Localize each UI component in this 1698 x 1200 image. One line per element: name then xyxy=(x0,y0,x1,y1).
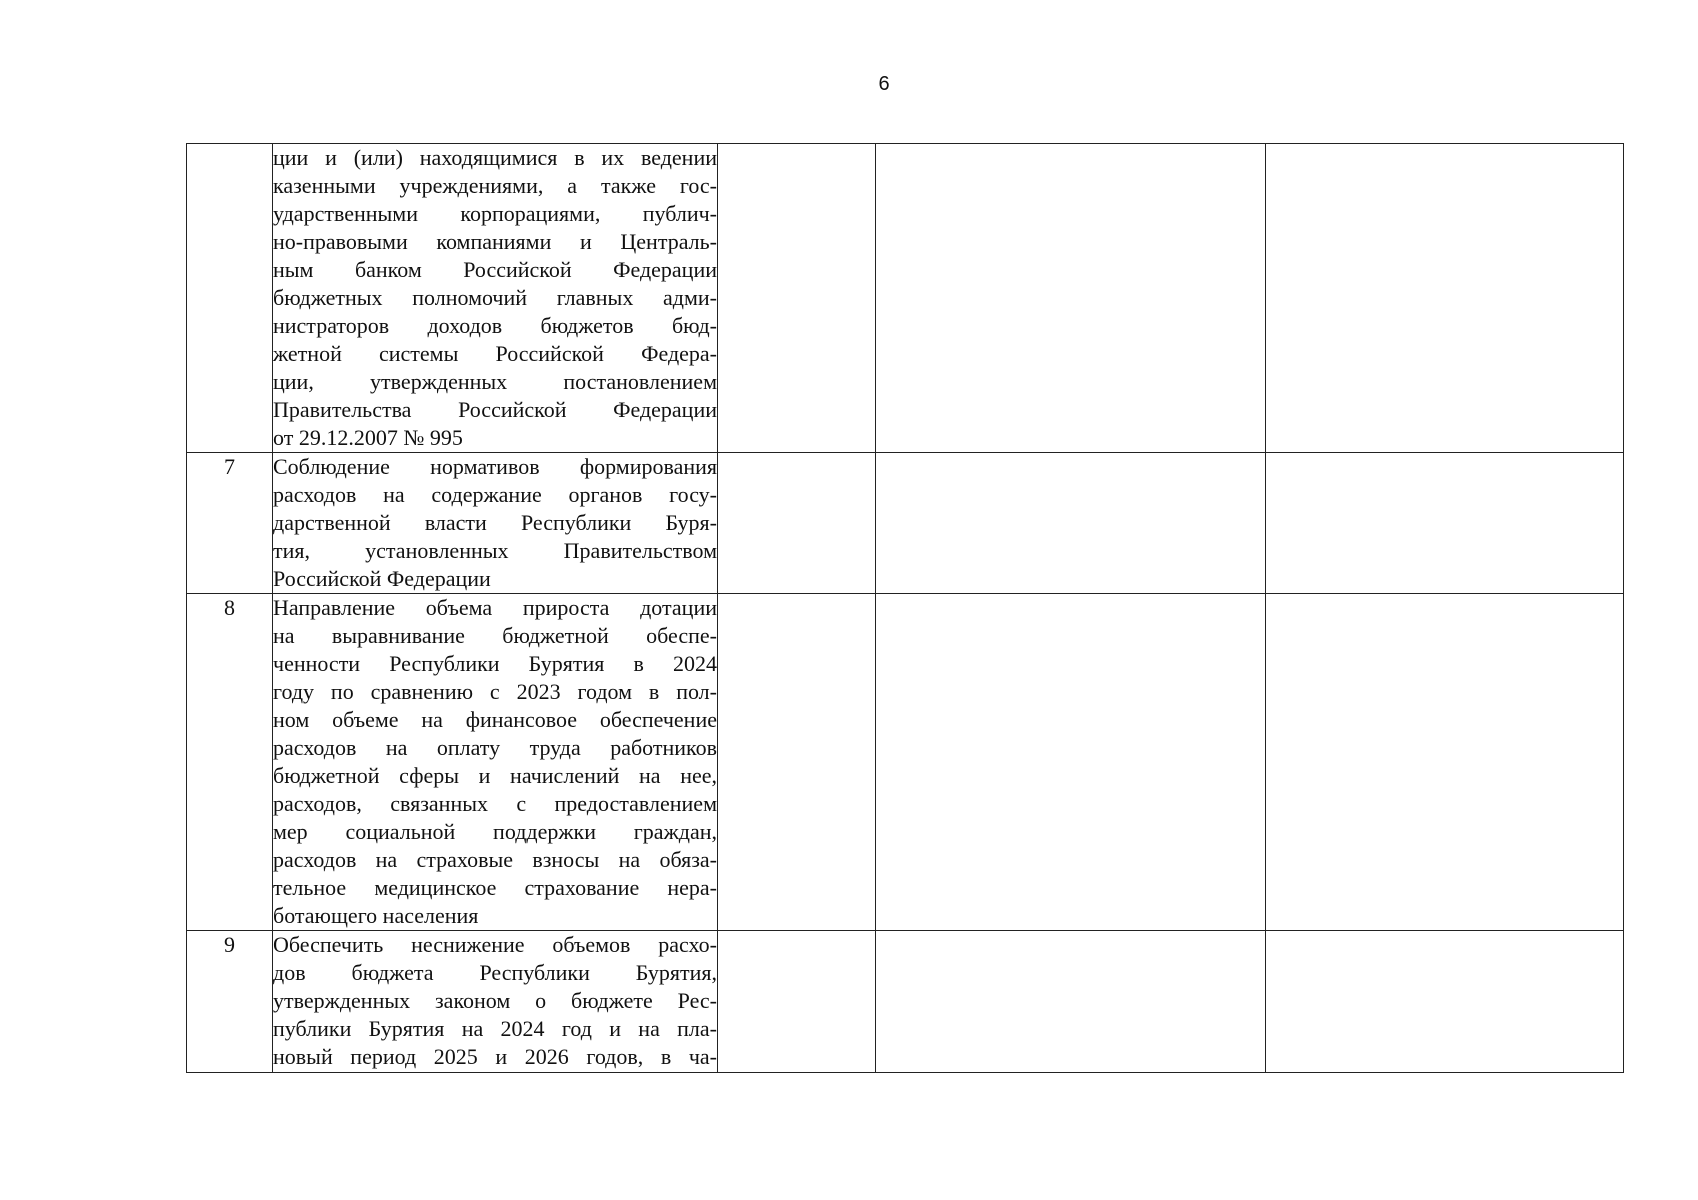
text-line: от 29.12.2007 № 995 xyxy=(273,425,463,450)
text-line: расходов, связанных с предоставлением xyxy=(273,791,717,816)
text-line: расходов на содержание органов госу- xyxy=(273,482,717,507)
table-row xyxy=(187,144,1624,453)
text-line: тия, установленных Правительством xyxy=(273,538,717,563)
text-line: мер социальной поддержки граждан, xyxy=(273,819,717,844)
row-number-cell: 7 xyxy=(187,453,273,594)
text-line: Соблюдение нормативов формирования xyxy=(273,454,717,479)
text-line: но-правовыми компаниями и Централь- xyxy=(273,229,717,254)
empty-cell-c xyxy=(1266,453,1624,594)
row-text-cell xyxy=(273,594,718,931)
text-line: нистраторов доходов бюджетов бюд- xyxy=(273,313,717,338)
text-line: ции и (или) находящимися в их ведении xyxy=(273,145,717,170)
empty-cell-c xyxy=(1266,594,1624,931)
table-row xyxy=(187,594,1624,931)
row-text-cell xyxy=(273,144,718,453)
text-line: утвержденных законом о бюджете Рес- xyxy=(273,988,717,1013)
text-line: ботающего населения xyxy=(273,903,479,928)
text-line: ции, утвержденных постановлением xyxy=(273,369,717,394)
text-line: жетной системы Российской Федера- xyxy=(273,341,717,366)
text-line: расходов на страховые взносы на обяза- xyxy=(273,847,717,872)
row-number-cell xyxy=(187,144,273,453)
document-table xyxy=(186,143,1624,1073)
row-number-cell: 8 xyxy=(187,594,273,931)
table-row xyxy=(187,931,1624,1073)
text-line: бюджетной сферы и начислений на нее, xyxy=(273,763,717,788)
text-line: бюджетных полномочий главных адми- xyxy=(273,285,717,310)
empty-cell-a xyxy=(718,594,876,931)
text-line: Обеспечить неснижение объемов расхо- xyxy=(273,932,717,957)
empty-cell-a xyxy=(718,453,876,594)
text-line: ном объеме на финансовое обеспечение xyxy=(273,707,717,732)
text-line: Российской Федерации xyxy=(273,566,491,591)
text-line: Направление объема прироста дотации xyxy=(273,595,717,620)
page-number: 6 xyxy=(878,73,890,95)
text-line: публики Бурятия на 2024 год и на пла- xyxy=(273,1016,717,1041)
empty-cell-b xyxy=(876,931,1266,1073)
empty-cell-c xyxy=(1266,144,1624,453)
text-line: на выравнивание бюджетной обеспе- xyxy=(273,623,717,648)
table-row xyxy=(187,453,1624,594)
text-line: расходов на оплату труда работников xyxy=(273,735,717,760)
text-line: дов бюджета Республики Бурятия, xyxy=(273,960,717,985)
text-line: тельное медицинское страхование нера- xyxy=(273,875,717,900)
empty-cell-a xyxy=(718,144,876,453)
row-text-cell xyxy=(273,931,718,1073)
text-line: новый период 2025 и 2026 годов, в ча- xyxy=(273,1044,717,1069)
text-line: ным банком Российской Федерации xyxy=(273,257,717,282)
text-line: Правительства Российской Федерации xyxy=(273,397,717,422)
text-line: году по сравнению с 2023 годом в пол- xyxy=(273,679,717,704)
empty-cell-b xyxy=(876,144,1266,453)
text-line: дарственной власти Республики Буря- xyxy=(273,510,717,535)
row-text-cell xyxy=(273,453,718,594)
row-number-cell: 9 xyxy=(187,931,273,1073)
empty-cell-b xyxy=(876,453,1266,594)
text-line: казенными учреждениями, а также гос- xyxy=(273,173,717,198)
text-line: ченности Республики Бурятия в 2024 xyxy=(273,651,717,676)
empty-cell-a xyxy=(718,931,876,1073)
text-line: ударственными корпорациями, публич- xyxy=(273,201,717,226)
empty-cell-c xyxy=(1266,931,1624,1073)
empty-cell-b xyxy=(876,594,1266,931)
